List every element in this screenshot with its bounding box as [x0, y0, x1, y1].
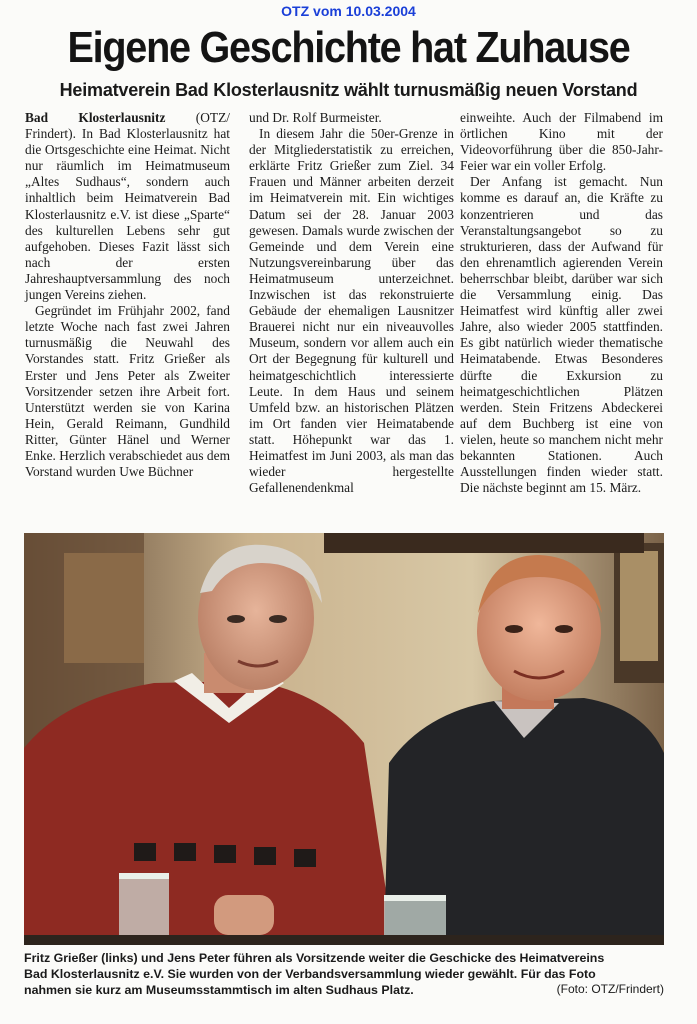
article-paragraph: In diesem Jahr die 50er-Grenze in der Mitgliederstatistik zu erreichen, erklärte Fritz Grießer zum Ziel. 34 Frauen und Männer arbeiten derzeit im Heimatverein mit. Ein wichtiges Datum sei der 28. Januar 2003 gewesen. Damals wurde zwischen der Gemeinde und dem Verein eine Nutzungsvereinbarung über das Heimatmuseum unterzeichnet. Inzwischen ist das rekonstruierte Gebäude der ehemaligen Lausnitzer Brauerei nicht nur ein niveauvolles Museum, sondern vor allem auch ein Ort der Begegnung für kulturell und heimatgeschichtlich interessierte Leute. In dem Haus und seinem Umfeld bzw. an historischen Plätzen im Ort fanden vier Heimatabende statt. Höhepunkt war das 1. Heimatfest im Juni 2003, als man das wieder hergestellte Gefallenendenkmal: [249, 126, 454, 496]
article-column-1: [25, 110, 230, 480]
article-column-2: [249, 110, 454, 496]
article-paragraph: und Dr. Rolf Burmeister.: [249, 110, 382, 125]
headline: Eigene Geschichte hat Zuhause: [67, 23, 630, 72]
source-line: OTZ vom 10.03.2004: [281, 3, 416, 19]
caption-line: nahmen sie kurz am Museumsstammtisch im alten Sudhaus Platz.: [24, 983, 414, 997]
article-photo: [24, 533, 664, 945]
caption-line: Fritz Grießer (links) und Jens Peter führen als Vorsitzende weiter die Geschicke des Heimatvereins: [24, 951, 605, 965]
article-paragraph: Der Anfang ist gemacht. Nun komme es darauf an, die Kräfte zu konzentrieren und das Veranstaltungsangebot so zu strukturieren, dass der Aufwand für den ehrenamtlich agierenden Verein beherrschbar bleibt, darüber war sich die Versammlung einig. Das Heimatfest wird künftig aller zwei Jahre, also wieder 2005 stattfinden. Es gibt natürlich wieder thematische Heimatabende. Etwas Besonderes dürfte die Exkursion zu heimatgeschichtlichen Plätzen werden. Stein Fritzens Abdeckerei auf dem Buchberg ist eine von vielen, heute so manchem nicht mehr bekannten Stationen. Auch Ausstellungen finden wieder statt. Die nächste beginnt am 15. März.: [460, 174, 663, 496]
dateline: Bad Klosterlausnitz: [25, 110, 166, 125]
article-paragraph: Gegründet im Frühjahr 2002, fand letzte Woche nach fast zwei Jahren turnusmäßig die Neuwahl des Vorstandes statt. Fritz Grießer als Erster und Jens Peter als Zweiter Vorsitzender setzen ihre Arbeit fort. Unterstützt werden sie von Karina Hein, Gerald Reimann, Gundhild Ritter, Günter Hänel und Werner Enke. Herzlich verabschiedet aus dem Vorstand wurden Uwe Büchner: [25, 303, 230, 480]
photo-credit: (Foto: OTZ/Frindert): [556, 982, 664, 996]
article-paragraph: einweihte. Auch der Filmabend im örtlichen Kino mit der Videovorführung über die 850-Jahr-Feier war ein voller Erfolg.: [460, 110, 663, 174]
article-paragraph: Bad Klosterlausnitz (OTZ/ Frindert). In Bad Klosterlausnitz hat die Ortsgeschichte eine Heimat. Nicht nur räumlich im Heimatmuseum „Altes Sudhaus“, sondern auch inhaltlich beim Heimatverein Bad Klosterlausnitz e.V. ist diese „Sparte“ des kulturellen Lebens sehr gut aufgehoben. Dieses Fazit lässt sich nach der ersten Jahreshauptversammlung des noch jungen Vereins ziehen.: [25, 110, 230, 303]
subheadline: Heimatverein Bad Klosterlausnitz wählt turnusmäßig neuen Vorstand: [59, 80, 638, 100]
article-column-3: [460, 110, 663, 496]
caption-line: Bad Klosterlausnitz e.V. Sie wurden von der Verbandsversammlung wieder gewählt. Für das Foto: [24, 967, 596, 981]
